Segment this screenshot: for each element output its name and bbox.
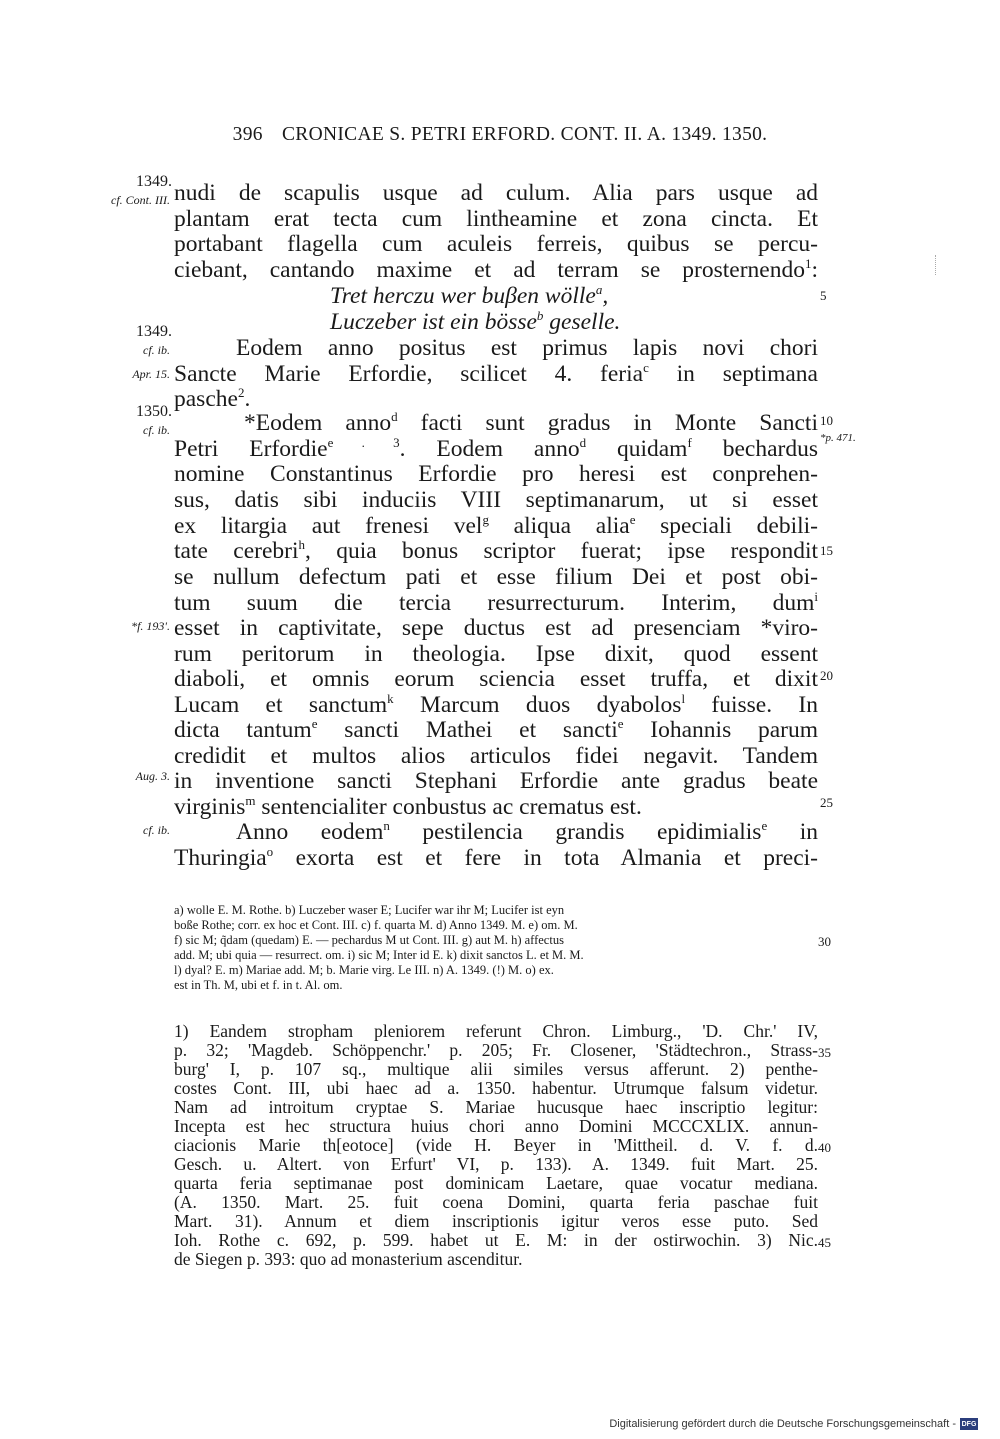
text-line: Lucam et sanctum$^k$ Marcum duos dyabolos$^l$ fuisse. In (174, 691, 818, 718)
text-line: se nullum defectum pati et esse filium Dei et post obi- (174, 564, 818, 590)
text-line: diaboli, et omnis eorum sciencia esset truffa, et dixit (174, 666, 818, 692)
margin-date: Apr. 15. (132, 367, 170, 381)
apparatus-line: a) wolle E. M. Rothe. b) Luczeber waser E; Lucifer war ihr M; Lucifer ist eyn (174, 903, 565, 917)
text-line: nudi de scapulis usque ad culum. Alia pars usque ad (174, 180, 818, 206)
apparatus-line: add. M; ubi quia — resurrect. om. i) sic M; Inter id E. k) dixit sanctos L. et M. M. (174, 948, 584, 962)
commentary-line: (A. 1350. Mart. 25. fuit coena Domini, quarta feria paschae fuit (174, 1192, 818, 1212)
header-title: CRONICAE S. PETRI ERFORD. CONT. II. A. 1349. 1350. (281, 124, 768, 145)
text-line: rum peritorum in theologia. Ipse dixit, quod essent (174, 641, 818, 667)
dfg-logo-icon: DFG (960, 1418, 978, 1430)
text-line: in inventione sancti Stephani Erfordie ante gradus beate (174, 768, 818, 794)
text-line: pasche$^2$. (174, 385, 251, 412)
text-line: Sancte Marie Erfordie, scilicet 4. feria$^c$ in septimana (174, 360, 818, 387)
margin-ref: cf. Cont. III. (111, 193, 170, 207)
text-line: ex litargia aut frenesi vel$^g$ aliqua alia$^e$ speciali debili- (174, 512, 818, 539)
margin-ref: cf. ib. (143, 823, 170, 837)
line-number: 15 (820, 543, 833, 558)
verse-line: Luczeber ist ein bösse$^b$ geselle. (330, 308, 621, 335)
commentary-line: de Siegen p. 393: quo ad monasterium ascenditur. (174, 1249, 523, 1269)
commentary-line: Ioh. Rothe c. 692, p. 599. habet ut E. M: in der ostirwochin. 3) Nic. (174, 1230, 818, 1250)
line-number: 40 (818, 1140, 831, 1155)
margin-year-1349: 1349. (136, 323, 172, 340)
commentary-line: burg' I, p. 107 sq., multique alii similes versus afferunt. 2) penthe- (174, 1059, 818, 1079)
margin-year-1350: 1350. (136, 403, 172, 420)
margin-date: Aug. 3. (135, 769, 170, 783)
line-number: 45 (818, 1235, 831, 1250)
margin-year-1349: 1349. (136, 173, 172, 190)
text-line: Eodem anno positus est primus lapis novi chori (236, 335, 818, 361)
text-line: sus, datis sibi induciis VIII septimanarum, ut si esset (174, 487, 818, 513)
text-line: tum suum die tercia resurrecturum. Interim, dum$^i$ (174, 589, 818, 616)
text-line: Anno eodem$^n$ pestilencia grandis epidimialis$^e$ in (236, 818, 818, 845)
text-line: credidit et multos alios articulos fidei negavit. Tandem (174, 743, 818, 769)
line-number: 35 (818, 1045, 831, 1060)
line-number: 5 (820, 288, 827, 303)
commentary-line: quarta feria septimanae post dominicam Laetare, quae vocatur mediana. (174, 1173, 818, 1193)
apparatus-line: f) sic M; q̃dam (quedam) E. — pechardus M ut Cont. III. g) aut M. h) affectus (174, 933, 564, 947)
commentary-line: Incepta est hec structura huius chori anno Domini MCCCXLIX. annun- (174, 1116, 818, 1136)
text-line: ciebant, cantando maxime et ad terram se prosternendo$^1$: (174, 256, 818, 283)
credit-text: Digitalisierung gefördert durch die Deutsche Forschungsgemeinschaft - (609, 1418, 956, 1430)
digitization-credit (609, 1418, 978, 1430)
text-line: dicta tantum$^e$ sancti Mathei et sancti$^e$ Iohannis parum (174, 716, 819, 743)
apparatus-line: est in Th. M, ubi et f. in t. Al. om. (174, 978, 343, 992)
commentary-line: ciacionis Marie th[eotoce] (vide H. Beyer in 'Mittheil. d. V. f. d. (174, 1135, 818, 1155)
page-number: 396 (232, 124, 263, 145)
line-number: 20 (820, 668, 833, 683)
scan-artifact (935, 255, 940, 275)
commentary-line: Gesch. u. Altert. von Erfurt' VI, p. 133). A. 1349. fuit Mart. 25. (174, 1154, 818, 1174)
line-number: 25 (820, 795, 833, 810)
commentary-line: Nam ad introitum cryptae S. Mariae hucusque haec inscriptio legitur: (174, 1097, 818, 1117)
text-line: plantam erat tecta cum lintheamine et zona cincta. Et (174, 206, 818, 232)
text-line: virginis$^m$ sentencialiter conbustus ac crematus est. (174, 793, 642, 820)
margin-ref: cf. ib. (143, 343, 170, 357)
text-line: esset in captivitate, sepe ductus est ad presenciam *viro- (174, 615, 818, 641)
text-line: nomine Constantinus Erfordie pro heresi est conprehen- (174, 461, 818, 487)
line-number: 10 (820, 413, 833, 428)
commentary-line: 1) Eandem stropham pleniorem referunt Chron. Limburg., 'D. Chr.' IV, (174, 1021, 818, 1041)
running-header (0, 124, 1000, 146)
text-line: *Eodem anno$^d$ facti sunt gradus in Monte Sancti (244, 409, 818, 436)
commentary-line: p. 32; 'Magdeb. Schöppenchr.' p. 205; Fr. Closener, 'Städtechron., Strass- (174, 1040, 818, 1060)
text-line: tate cerebri$^h$, quia bonus scriptor fuerat; ipse respondit (174, 537, 819, 564)
text-line: Thuringia$^o$ exorta est et fere in tota Almania et preci- (174, 844, 818, 871)
margin-ref: cf. ib. (143, 423, 170, 437)
commentary-line: costes Cont. III, ubi haec ad a. 1350. habentur. Utrumque falsum videtur. (174, 1078, 818, 1098)
apparatus-line: l) dyal? E. m) Mariae add. M; b. Marie virg. Le III. n) A. 1349. (!) M. o) ex. (174, 963, 554, 977)
line-number: 30 (818, 934, 831, 949)
commentary-line: Mart. 31). Annum et diem inscriptionis igitur veros esse puto. Sed (174, 1211, 818, 1231)
text-line: Petri Erfordie$^{e . 3}$. Eodem anno$^d$ quidam$^f$ bechardus (174, 435, 818, 462)
verse-line: Tret herczu wer buβen wölle$^a$, (330, 282, 609, 309)
page-ref: *p. 471. (820, 432, 856, 444)
apparatus-line: boße Rothe; corr. ex hoc et Cont. III. c) f. quarta M. d) Anno 1349. M. e) om. M. (174, 918, 578, 932)
text-line: portabant flagella cum aculeis ferreis, quibus se percu- (174, 231, 818, 257)
margin-folio: *f. 193'. (131, 619, 170, 633)
